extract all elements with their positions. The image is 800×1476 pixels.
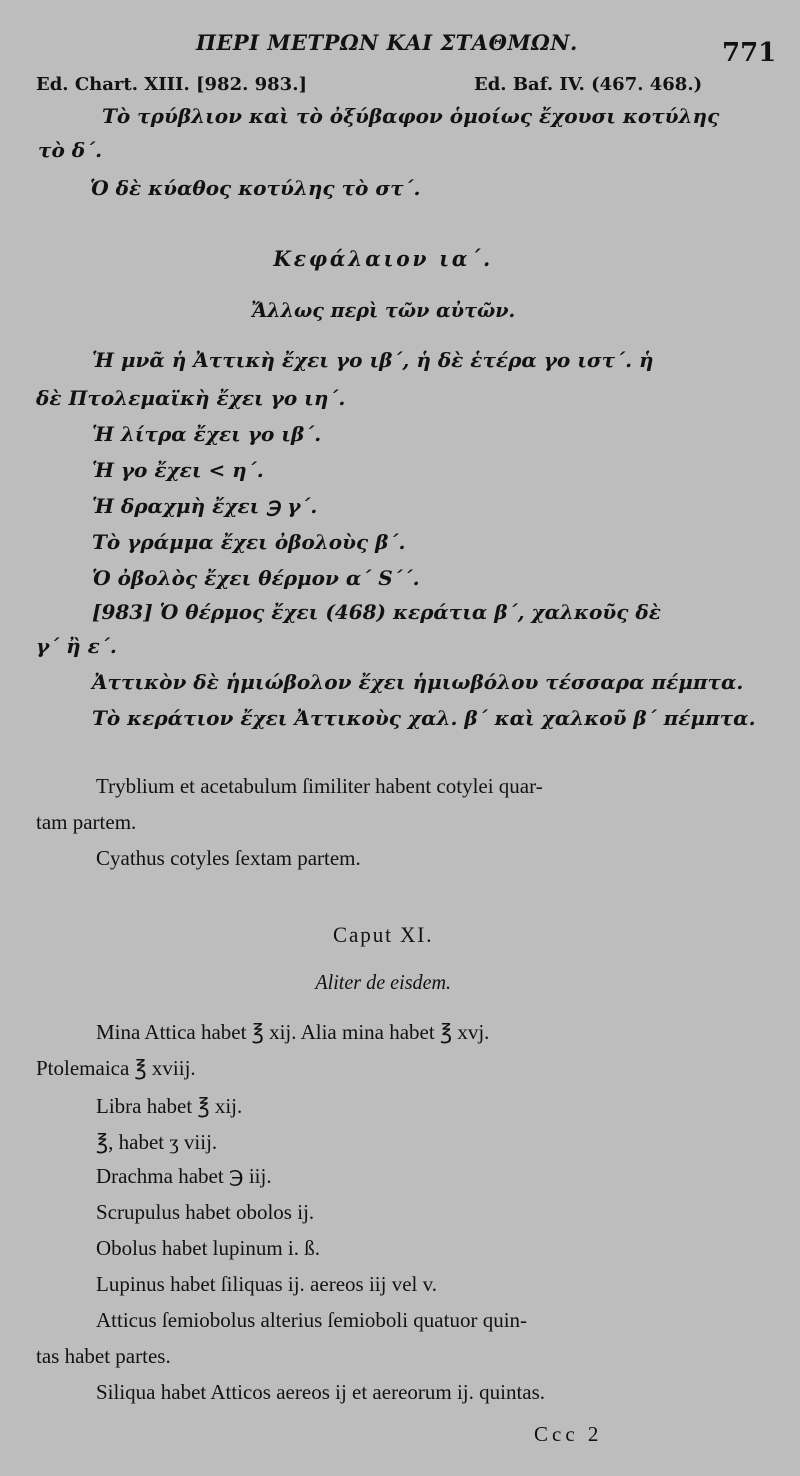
latin-body-line: Libra habet ℥ xij.	[96, 1094, 243, 1118]
latin-body-line: tas habet partes.	[36, 1344, 171, 1368]
greek-body-line: Ἀττικὸν δὲ ἡμιώβολον ἔχει ἡμιωβόλου τέσσαρα πέμπτα.	[92, 670, 744, 694]
latin-body-line: Ptolemaica ℥ xviij.	[36, 1056, 196, 1080]
greek-body-line: Ἡ γο ἔχει < η΄.	[92, 458, 264, 482]
greek-body-line: Ἡ μνᾶ ἡ Ἀττικὴ ἔχει γο ιβ΄, ἡ δὲ ἑτέρα γο ιστ΄. ἡ	[92, 348, 654, 372]
latin-body-line: Obolus habet lupinum i. ß.	[96, 1236, 320, 1260]
greek-body-line: Ἡ δραχμὴ ἔχει ℈ γ΄.	[92, 494, 318, 518]
greek-body-line: γ΄ ἢ ε΄.	[36, 634, 117, 658]
greek-body-line: Ἡ λίτρα ἔχει γο ιβ΄.	[92, 422, 322, 446]
latin-chapter-subheading: Aliter de eisdem.	[315, 970, 452, 994]
latin-body-line: Siliqua habet Atticos aereos ij et aereorum ij. quintas.	[96, 1380, 546, 1404]
latin-body-line: Lupinus habet ſiliquas ij. aereos iij vel v.	[96, 1272, 437, 1296]
running-title: ΠΕΡΙ ΜΕΤΡΩΝ ΚΑΙ ΣΤΑΘΜΩΝ.	[196, 30, 578, 55]
signature-mark: Ccc 2	[534, 1422, 603, 1446]
page-number: 771	[722, 38, 777, 68]
greek-body-line: δὲ Πτολεμαϊκὴ ἔχει γο ιη΄.	[36, 386, 346, 410]
latin-intro-line: Cyathus cotyles ſextam partem.	[96, 846, 361, 870]
edition-reference-right: Ed. Baf. IV. (467. 468.)	[474, 74, 703, 95]
greek-chapter-subheading: Ἄλλως περὶ τῶν αὐτῶν.	[251, 298, 516, 322]
greek-intro-line: Τὸ τρύβλιον καὶ τὸ ὀξύβαφον ὁμοίως ἔχουσι κοτύλης	[102, 104, 720, 128]
latin-intro-line: tam partem.	[36, 810, 137, 834]
latin-body-line: Atticus ſemiobolus alterius ſemioboli quatuor quin-	[96, 1308, 528, 1332]
latin-chapter-heading: Caput XI.	[333, 922, 434, 947]
latin-body-line: ℥, habet ʒ viij.	[96, 1130, 218, 1154]
greek-body-line: Τὸ γράμμα ἔχει ὀβολοὺς β΄.	[92, 530, 406, 554]
latin-intro-line: Tryblium et acetabulum ſimiliter habent cotylei quar-	[96, 774, 543, 798]
latin-body-line: Mina Attica habet ℥ xij. Alia mina habet ℥ xvj.	[96, 1020, 490, 1044]
edition-reference-left: Ed. Chart. XIII. [982. 983.]	[36, 74, 307, 95]
greek-body-line: Τὸ κεράτιον ἔχει Ἀττικοὺς χαλ. β΄ καὶ χαλκοῦ β΄ πέμπτα.	[92, 706, 756, 730]
greek-body-line: Ὁ ὀβολὸς ἔχει θέρμον α΄ S΄΄.	[92, 566, 420, 590]
greek-body-line: [983] Ὁ θέρμος ἔχει (468) κεράτια β΄, χαλκοῦς δὲ	[92, 600, 661, 624]
latin-body-line: Scrupulus habet obolos ij.	[96, 1200, 315, 1224]
greek-chapter-heading: Κεφάλαιον ια΄.	[273, 246, 494, 271]
latin-body-line: Drachma habet ℈ iij.	[96, 1164, 272, 1188]
greek-intro-line: τὸ δ΄.	[38, 138, 103, 162]
greek-intro-line: Ὁ δὲ κύαθος κοτύλης τὸ στ΄.	[90, 176, 421, 200]
